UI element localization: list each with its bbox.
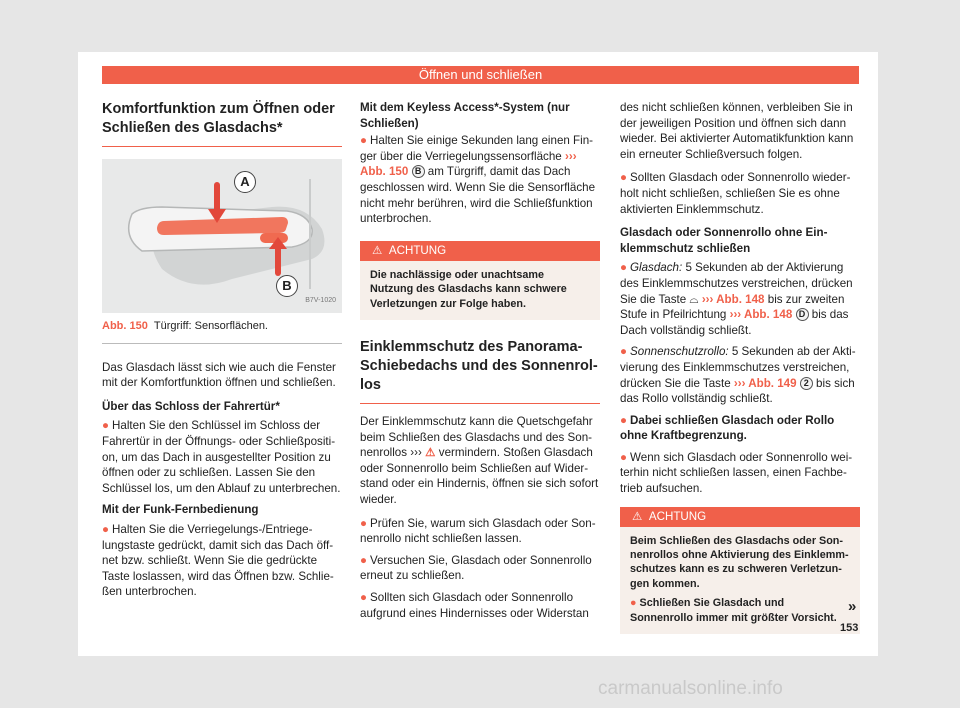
bullet-text: bis zur zweiten Stufe in Pfeilrichtung bbox=[620, 292, 845, 322]
bullet-dot-icon: ● bbox=[102, 419, 110, 433]
warning-triangle-icon: ⚠ bbox=[372, 243, 383, 257]
caption-figure-number: Abb. 150 bbox=[102, 320, 148, 332]
column-2 bbox=[360, 100, 600, 627]
warning-title: ACHTUNG bbox=[388, 243, 447, 257]
warning-title: ACHTUNG bbox=[648, 509, 707, 523]
warning-reference-link[interactable]: ››› bbox=[410, 446, 422, 460]
figure-label-a: A bbox=[234, 171, 256, 193]
bullet-text: bis das Dach vollständig schließt. bbox=[620, 308, 849, 337]
warning-bullet bbox=[630, 596, 850, 625]
bullet-text: Prüfen Sie, warum sich Glasdach oder Sonnenrollo nicht schließen lassen. bbox=[360, 516, 596, 546]
subhead-driver-lock: Über das Schloss der Fahrertür* bbox=[102, 399, 280, 413]
bullet-dot-icon: ● bbox=[360, 553, 368, 567]
callout-2-icon: 2 bbox=[800, 377, 813, 390]
bullet-text: Dabei schließen Glasdach oder Rollo ohne Kraftbegrenzung. bbox=[620, 413, 835, 443]
warning-body: Die nachlässige oder unachtsame Nutzung des Glasdachs kann schwere Verletzungen zur Folge haben. bbox=[370, 268, 567, 310]
bullet-dot-icon: ● bbox=[620, 171, 628, 185]
subhead-keyless: Mit dem Keyless Access*-System (nur Schließen) bbox=[360, 101, 570, 130]
bullet-text: 5 Sekunden ab der Aktivierung des Einklemmschutzes verstreichen, drücken Sie die Taste bbox=[620, 345, 856, 390]
bullet-glass-roof bbox=[620, 260, 860, 338]
figure-caption bbox=[102, 313, 342, 344]
roof-button-icon: ⌓ bbox=[689, 292, 699, 306]
subhead-remote: Mit der Funk-Fernbedienung bbox=[102, 503, 259, 517]
warning-box-2 bbox=[620, 507, 860, 634]
warning-body bbox=[620, 527, 860, 634]
bullet-text: Versuchen Sie, Glasdach oder Sonnenrollo erneut zu schließen. bbox=[360, 553, 592, 583]
bullet-no-force-limit bbox=[620, 413, 860, 444]
bullet-obstacle bbox=[360, 590, 600, 621]
door-handle-illustration bbox=[102, 159, 342, 313]
pinch-paragraph bbox=[360, 414, 600, 508]
intro-paragraph: Das Glasdach lässt sich wie auch die Fenster mit der Komfortfunktion öffnen und schließen. bbox=[102, 360, 336, 390]
warning-triangle-icon: ⚠ bbox=[425, 446, 436, 460]
bullet-text: Sollten sich Glasdach oder Sonnenrollo aufgrund eines Hindernisses oder Widerstan bbox=[360, 590, 589, 620]
figure-reference-link[interactable]: ››› Abb. 148 bbox=[701, 292, 765, 306]
bullet-dot-icon: ● bbox=[360, 134, 368, 148]
warning-triangle-icon: ⚠ bbox=[632, 509, 643, 523]
bullet-dot-icon: ● bbox=[620, 413, 628, 427]
figure-reference-link[interactable]: ››› Abb. 150 bbox=[360, 149, 577, 179]
bullet-text: Halten Sie einige Sekunden lang einen Finger über die Verriegelungssensorfläche bbox=[360, 134, 594, 163]
bullet-dot-icon: ● bbox=[360, 516, 368, 530]
figure-door-handle bbox=[102, 159, 342, 313]
column-3 bbox=[620, 100, 860, 652]
bullet-text: Halten Sie den Schlüssel im Schloss der Fahrertür in der Öffnungs- oder Schließposition, um das Dach in ausgestellter Position zu öffnen oder zu schließen. Lassen Sie den Schlüssel los, um den Ablauf zu unterbrechen. bbox=[102, 419, 341, 495]
bullet-text: Halten Sie die Verriegelungs-/Entriegelungstaste gedrückt, damit sich das Dach öffnet bzw. schließt. Wenn Sie die gedrückte Taste loslassen, wird das Öffnen bzw. Schließen unterbrochen. bbox=[102, 522, 334, 599]
bullet-check bbox=[360, 516, 600, 547]
bullet-dot-icon: ● bbox=[620, 345, 628, 359]
bullet-dot-icon: ● bbox=[102, 522, 110, 536]
bullet-retry bbox=[360, 553, 600, 584]
figure-code: B7V-1020 bbox=[305, 297, 336, 305]
paragraph-text: vermindern. Stoßen Glasdach oder Sonnenrollo beim Schließen auf Widerstand oder ein Hindernis, öffnen sie sich sofort wieder. bbox=[360, 446, 599, 506]
section-title: Komfortfunktion zum Öffnen oder Schließen des Glasdachs* bbox=[102, 100, 342, 147]
caption-text: Türgriff: Sensorflächen. bbox=[153, 320, 268, 332]
section-title-pinch-protection: Einklemmschutz des Panorama-Schiebedachs und des Sonnenrollos bbox=[360, 338, 600, 404]
section-header: Öffnen und schließen bbox=[102, 66, 859, 84]
continued-paragraph: des nicht schließen können, verbleiben Sie in der jeweiligen Position und öffnen sich dann wieder. Bei aktivierter Automatikfunktion kann ein erneuter Schließversuch folgen. bbox=[620, 101, 854, 161]
figure-label-b: B bbox=[276, 275, 298, 297]
warning-text: Beim Schließen des Glasdachs oder Sonnenrollos ohne Aktivierung des Einklemmschutzes kann es zu schweren Verletzungen kommen. bbox=[630, 534, 849, 590]
callout-b-icon: B bbox=[412, 165, 425, 178]
bullet-sunblind bbox=[620, 344, 860, 406]
bullet-remote bbox=[102, 522, 342, 600]
bullet-workshop bbox=[620, 450, 860, 497]
figure-reference-link[interactable]: ››› Abb. 149 bbox=[733, 376, 797, 390]
continue-arrow-icon: » bbox=[848, 598, 857, 615]
bullet-text: Sollten Glasdach oder Sonnenrollo wiederholt nicht schließen, schließen Sie es ohne aktivierten Einklemmschutz. bbox=[620, 171, 851, 216]
bullet-text: am Türgriff, damit das Dach geschlossen wird. Wenn Sie die Sensorfläche nicht mehr berühren, wird die Schließfunktion unterbrochen. bbox=[360, 165, 596, 226]
bullet-driver-lock bbox=[102, 418, 342, 496]
bullet-repeat-fail bbox=[620, 170, 860, 217]
bullet-text: bis sich das Rollo vollständig schließt. bbox=[620, 376, 855, 406]
bullet-dot-icon: ● bbox=[620, 261, 628, 275]
bullet-lead: Sonnenschutzrollo: bbox=[630, 345, 729, 359]
callout-d-icon: D bbox=[796, 308, 809, 321]
bullet-text: 5 Sekunden ab der Aktivierung des Einklemmschutzes verstreichen, drücken Sie die Taste bbox=[620, 261, 853, 306]
paragraph-text: Der Einklemmschutz kann die Quetschgefahr beim Schließen des Glasdachs und des Sonnenrollos bbox=[360, 414, 593, 460]
watermark: carmanualsonline.info bbox=[598, 678, 783, 699]
bullet-lead: Glasdach: bbox=[630, 261, 683, 275]
figure-reference-link[interactable]: ››› Abb. 148 bbox=[729, 308, 793, 322]
bullet-dot-icon: ● bbox=[620, 450, 628, 464]
warning-text: Schließen Sie Glasdach und Sonnenrollo immer mit größter Vorsicht. bbox=[630, 597, 837, 624]
bullet-dot-icon: ● bbox=[360, 590, 368, 604]
warning-box bbox=[360, 241, 600, 320]
bullet-keyless bbox=[360, 133, 600, 227]
subhead-without-protection: Glasdach oder Sonnenrollo ohne Einklemmschutz schließen bbox=[620, 226, 828, 255]
warning-header bbox=[620, 507, 860, 527]
column-1 bbox=[102, 100, 342, 606]
page-number: 153 bbox=[840, 622, 859, 634]
bullet-text: Wenn sich Glasdach oder Sonnenrollo weiterhin nicht schließen lassen, einen Fachbetrieb aufsuchen. bbox=[620, 450, 853, 496]
bullet-dot-icon: ● bbox=[630, 597, 637, 610]
warning-header bbox=[360, 241, 600, 261]
